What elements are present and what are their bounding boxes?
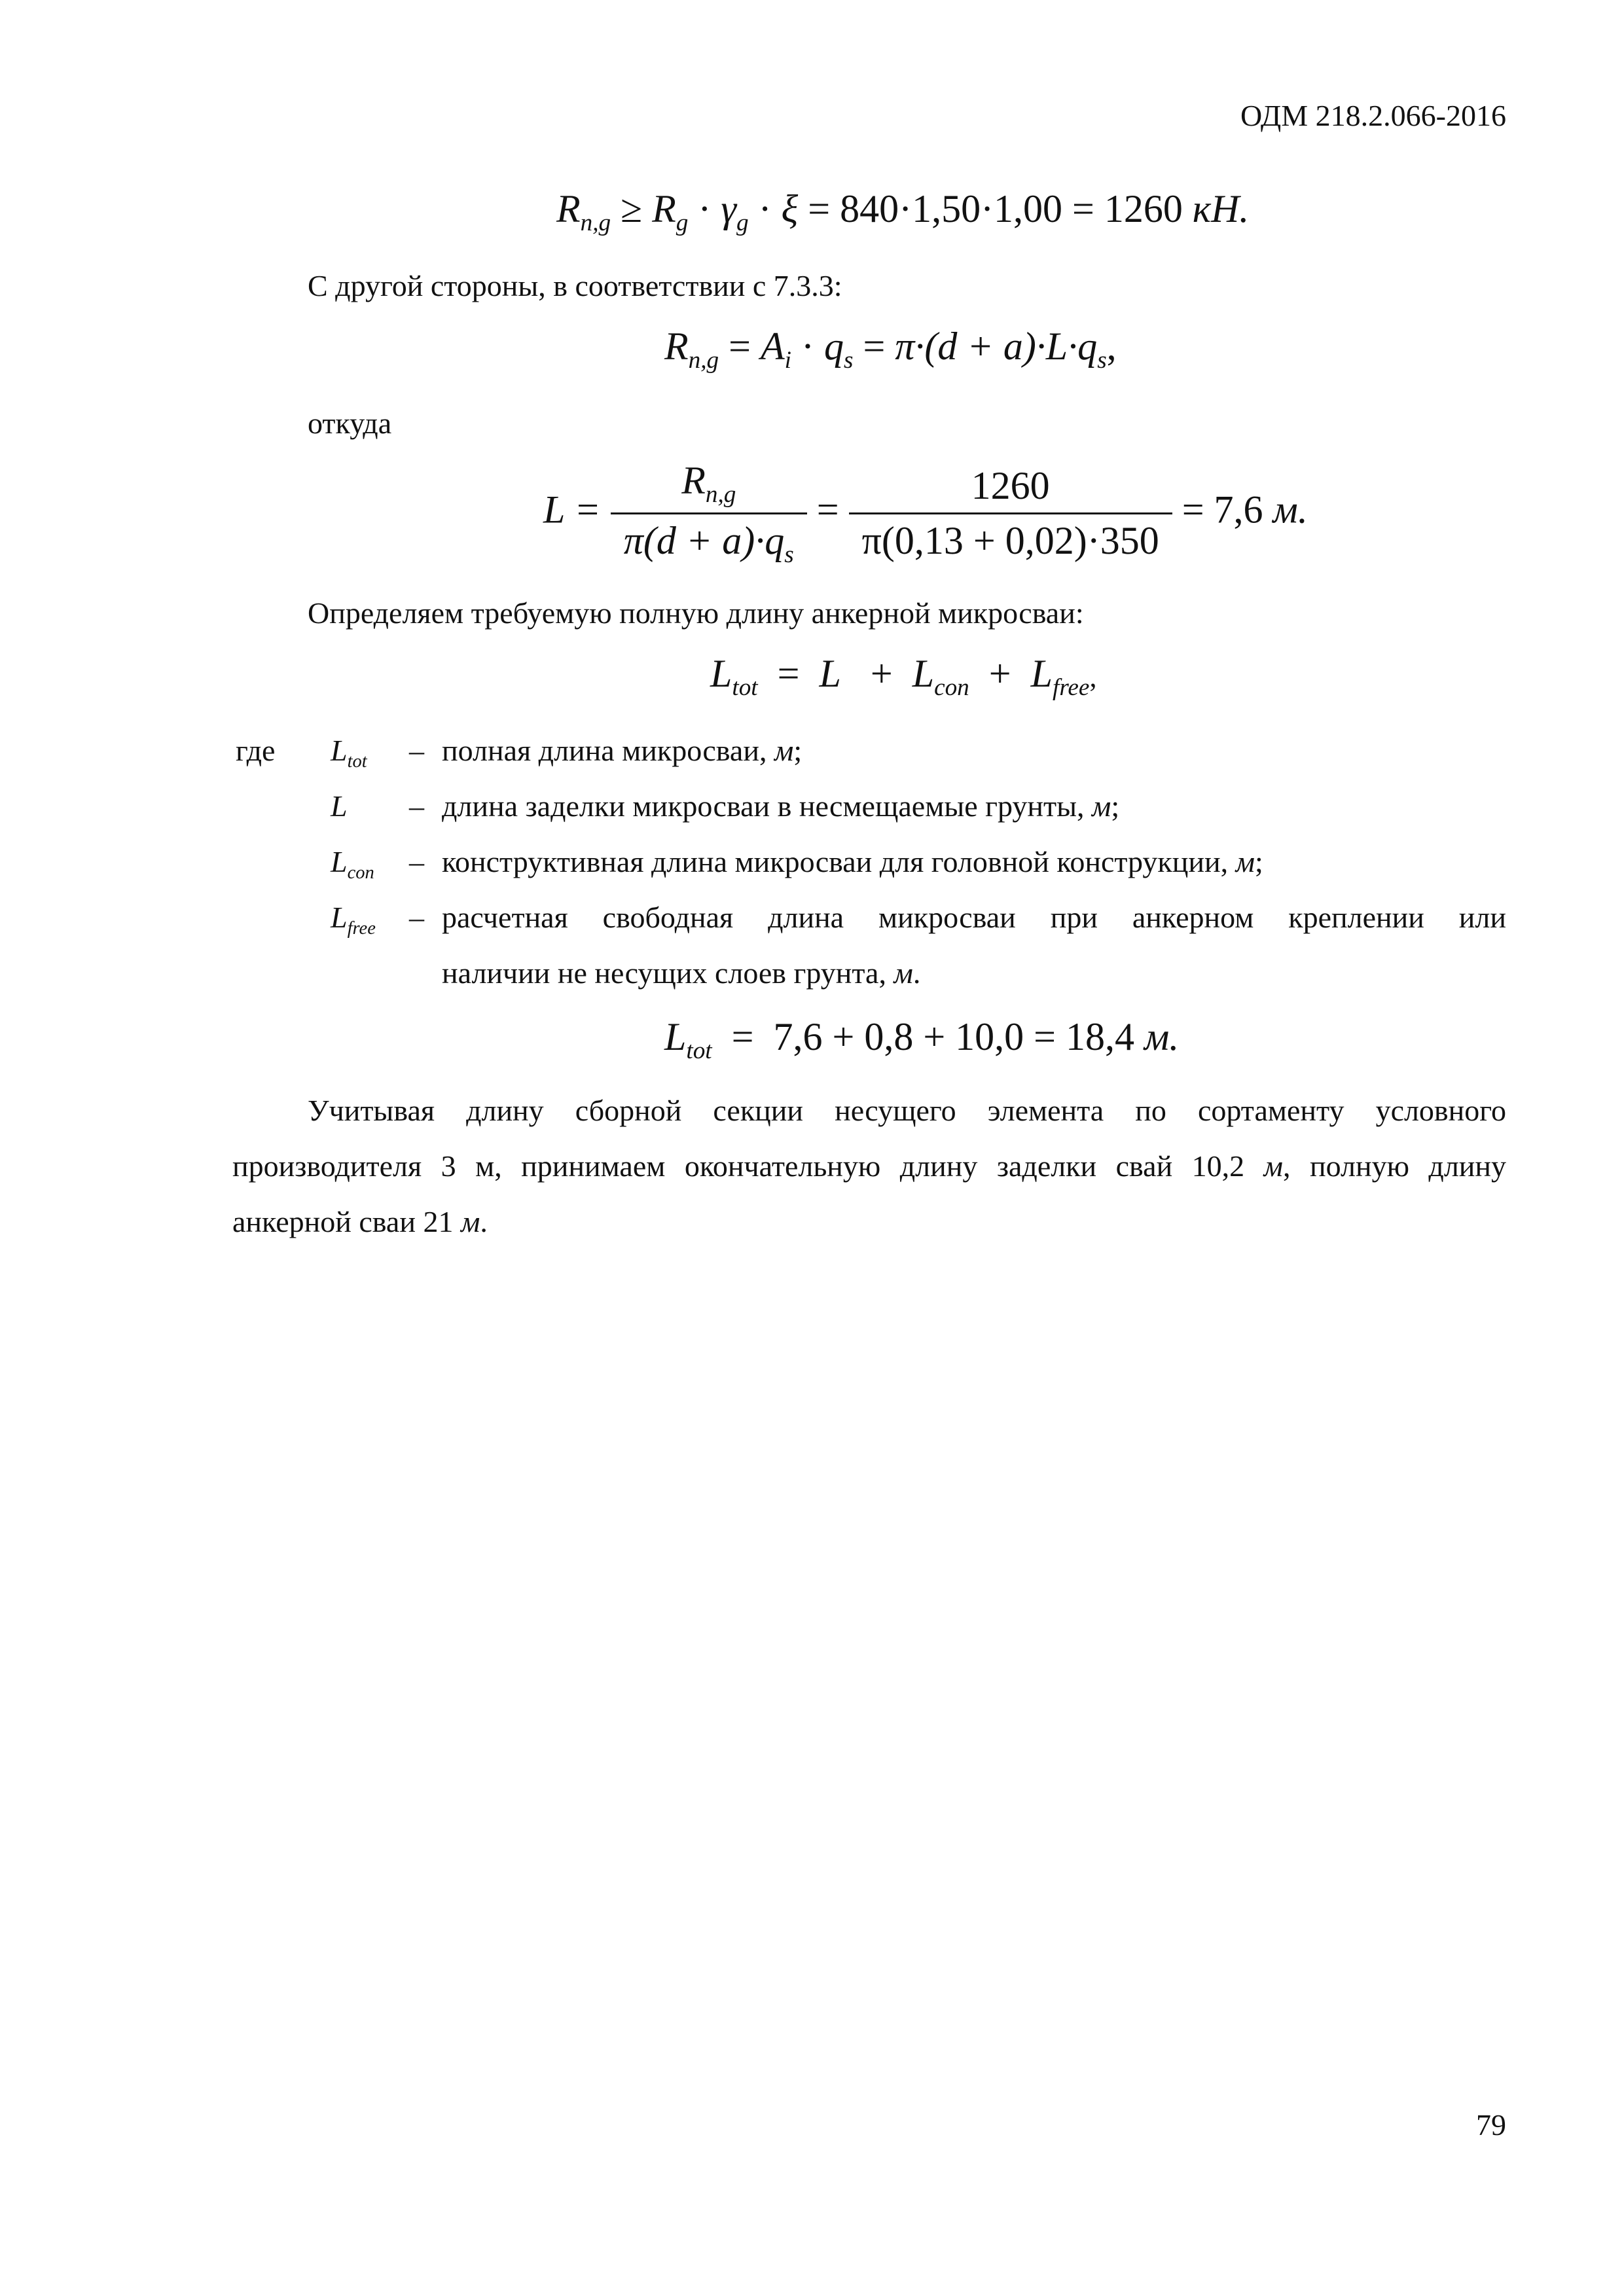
def-text-lfree-line2-main: наличии не несущих слоев грунта, xyxy=(442,956,894,990)
formula4-lfree-sub: free xyxy=(1053,674,1090,702)
formula1-gamma: γ xyxy=(721,187,736,230)
formula2-a: A xyxy=(760,325,785,368)
def-dash-1: – xyxy=(409,734,424,767)
formula1-calc: 840·1,50·1,00 = 1260 xyxy=(840,187,1183,230)
formula2-dot1: · xyxy=(801,325,814,368)
conclusion-line1-text: Учитывая длину сборной секции несущего элемента по сортаменту условного xyxy=(308,1094,1506,1127)
def-lcon-sub: con xyxy=(347,862,374,883)
formula1-xi: ξ xyxy=(781,187,799,230)
formula4-ltot-sub: tot xyxy=(732,674,758,702)
def-symbol-lcon xyxy=(331,844,374,884)
formula3-num1-sub: n,g xyxy=(705,481,736,509)
formula5-calc: 7,6 + 0,8 + 10,0 = 18,4 xyxy=(773,1015,1134,1058)
def-text-lfree-after: . xyxy=(912,956,921,990)
formula1-gamma-sub: g xyxy=(736,209,749,237)
def-symbol-ltot xyxy=(331,733,367,772)
def-text-lfree-line1 xyxy=(442,900,1506,935)
where-word: где xyxy=(236,734,276,767)
formula2-eq1: = xyxy=(729,325,751,368)
formula3-den1 xyxy=(611,514,807,569)
formula3-fraction2 xyxy=(849,463,1172,564)
def-lfree-sub: free xyxy=(347,918,376,939)
formula3-result: = 7,6 xyxy=(1182,488,1263,531)
def-text-ltot-after: ; xyxy=(793,734,803,767)
formula4-lcon-sub: con xyxy=(934,674,969,702)
def-text-ltot-main: полная длина микросваи, xyxy=(442,734,774,767)
def-text-l-unit: м xyxy=(1092,789,1111,823)
def-dash-2: – xyxy=(409,789,424,823)
formula3-num1-r: R xyxy=(681,459,706,502)
def-text-l-main: длина заделки микросваи в несмещаемые грунты, xyxy=(442,789,1092,823)
formula4-tail: , xyxy=(1089,661,1097,693)
formula2-expr: π·(d + a)·L·q xyxy=(895,325,1098,368)
def-ltot-sym: L xyxy=(331,734,348,767)
def-l-sym: L xyxy=(331,789,348,823)
formula2-lhs-sub: n,g xyxy=(688,347,719,374)
conclusion-line3-before: анкерной сваи 21 xyxy=(232,1205,461,1238)
formula1-dot2: · xyxy=(758,187,772,230)
formula3-num1 xyxy=(611,458,807,514)
formula4-l: L xyxy=(819,652,841,695)
def-text-l-after: ; xyxy=(1111,789,1120,823)
formula-total-length-calc xyxy=(664,1014,1179,1065)
conclusion-line2 xyxy=(232,1149,1506,1183)
formula3-fraction1 xyxy=(611,458,807,569)
formula-bearing-capacity xyxy=(556,187,1249,237)
conclusion-line3-unit: м xyxy=(460,1205,480,1238)
formula2-eq2: = xyxy=(863,325,886,368)
def-text-lcon-unit: м xyxy=(1235,845,1255,878)
formula3-num2: 1260 xyxy=(849,463,1172,514)
formula1-unit: кН. xyxy=(1192,187,1250,230)
formula1-r-sub: g xyxy=(676,209,689,237)
def-text-lcon-main: конструктивная длина микросваи для головной конструкции, xyxy=(442,845,1236,878)
formula1-lhs: R xyxy=(556,187,581,230)
formula3-den1-expr: π(d + a)·q xyxy=(623,519,785,563)
formula2-q-sub: s xyxy=(843,347,854,374)
conclusion-line3-after: . xyxy=(480,1205,488,1238)
def-dash-3: – xyxy=(409,845,424,878)
formula-embed-length xyxy=(543,458,1308,569)
formula2-q: q xyxy=(823,325,844,368)
text-whence: откуда xyxy=(308,406,392,440)
def-text-ltot xyxy=(442,733,802,768)
formula4-plus1: + xyxy=(870,652,893,695)
def-text-l xyxy=(442,789,1119,823)
def-text-lfree-line1-text: расчетная свободная длина микросваи при анкерном креплении или xyxy=(442,901,1506,934)
def-text-lcon-after: ; xyxy=(1254,845,1263,878)
formula2-a-sub: i xyxy=(784,347,791,374)
formula1-ge: ≥ xyxy=(621,187,643,230)
def-text-ltot-unit: м xyxy=(774,734,794,767)
def-text-lcon xyxy=(442,844,1263,879)
formula-resistance xyxy=(664,324,1117,374)
def-text-lfree-unit: м xyxy=(893,956,913,990)
formula4-eq: = xyxy=(777,652,800,695)
def-lcon-sym: L xyxy=(331,845,348,878)
def-text-lfree-line2 xyxy=(442,956,920,990)
document-code: ОДМ 218.2.066-2016 xyxy=(1240,99,1506,132)
text-other-side: С другой стороны, в соответствии с 7.3.3: xyxy=(308,269,842,302)
formula-total-length xyxy=(710,651,1096,702)
formula2-tail: , xyxy=(1106,325,1117,368)
formula5-l: L xyxy=(664,1015,687,1058)
def-lfree-sym: L xyxy=(331,901,348,934)
formula3-den1-sub: s xyxy=(784,541,794,569)
formula1-r: R xyxy=(652,187,676,230)
formula5-eq: = xyxy=(731,1015,754,1058)
conclusion-line3 xyxy=(232,1204,488,1239)
text-determine: Определяем требуемую полную длину анкерной микросваи: xyxy=(308,596,1084,630)
formula1-dot1: · xyxy=(698,187,712,230)
formula4-lcon: L xyxy=(912,652,935,695)
conclusion-line1 xyxy=(308,1093,1506,1128)
formula5-unit: м. xyxy=(1144,1015,1180,1058)
formula5-l-sub: tot xyxy=(686,1037,712,1065)
def-ltot-sub: tot xyxy=(347,751,367,772)
formula4-lfree: L xyxy=(1030,652,1053,695)
def-dash-4: – xyxy=(409,901,424,934)
def-symbol-lfree xyxy=(331,900,376,939)
formula3-unit: м. xyxy=(1272,488,1308,531)
formula2-expr-sub: s xyxy=(1097,347,1107,374)
formula3-lhs: L = xyxy=(543,488,601,531)
formula3-eq: = xyxy=(816,488,839,531)
formula1-lhs-sub: n,g xyxy=(580,209,611,237)
def-symbol-l xyxy=(331,789,348,823)
conclusion-line2-unit: м xyxy=(1263,1149,1284,1183)
formula1-eq: = xyxy=(808,187,831,230)
formula4-ltot: L xyxy=(710,652,732,695)
formula2-lhs: R xyxy=(664,325,689,368)
conclusion-line2-before: производителя 3 м, принимаем окончательную длину заделки свай 10,2 xyxy=(232,1149,1264,1183)
conclusion-line2-after: , полную длину xyxy=(1283,1149,1507,1183)
page-number: 79 xyxy=(1476,2108,1506,2142)
formula3-den2: π(0,13 + 0,02)·350 xyxy=(861,519,1159,563)
formula4-plus2: + xyxy=(988,652,1011,695)
